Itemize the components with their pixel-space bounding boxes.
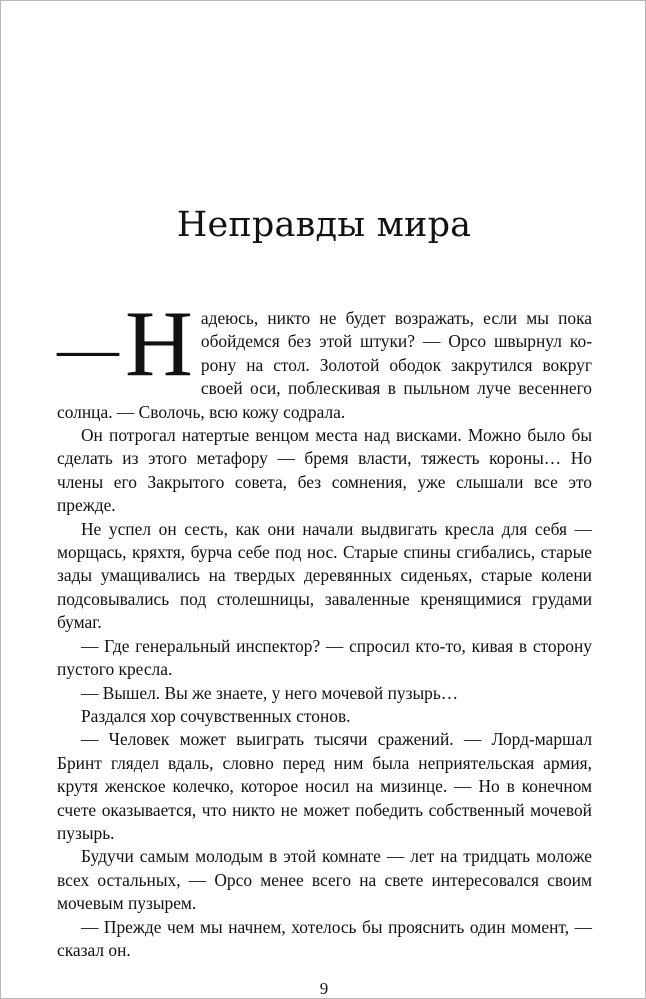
paragraph: — Прежде чем мы начнем, хотелось бы прояснить один момент, — сказал он. bbox=[57, 916, 592, 960]
drop-cap bbox=[57, 292, 193, 396]
chapter-title: Неправды мира bbox=[176, 205, 472, 245]
chapter-body bbox=[57, 292, 592, 962]
drop-cap-letter: Н bbox=[125, 292, 193, 396]
opening-paragraph bbox=[57, 292, 592, 424]
paragraph: Будучи самым молодым в этой комнате — лет на тридцать моложе всех остальных, — Орсо менее всего на свете интересовался своим мочевым пузырем. bbox=[57, 846, 592, 914]
paragraph: Он потрогал натертые венцом места над висками. Можно было бы сделать из этого метафору — бремя власти, тяжесть короны… Но члены его Закрытого совета, без сомнения, уже слышали все это прежде. bbox=[57, 425, 592, 516]
opening-paragraph-text: адеюсь, никто не будет возражать, если мы пока обойдемся без этой штуки? — Орсо швырнул корону на стол. Золотой ободок закрутился вокруг своей оси, поблескивая в пыльном луче весеннего солнца. — Сволочь, всю кожу содрала. bbox=[57, 308, 592, 422]
drop-cap-dash: — bbox=[57, 315, 119, 383]
paragraph: — Где генеральный инспектор? — спросил кто-то, кивая в сторону пустого кресла. bbox=[57, 635, 592, 680]
page-number: 9 bbox=[319, 979, 329, 998]
paragraph: Не успел он сесть, как они начали выдвигать кресла для себя — морщась, кряхтя, бурча себе под нос. Старые спины сгибались, старые зады умащивались на твердых деревянных сиденьях, старые колени подсовывались под столешницы, заваленные кренящимися грудами бумаг. bbox=[57, 518, 592, 633]
paragraph: — Вышел. Вы же знаете, у него мочевой пузырь… bbox=[81, 682, 459, 703]
paragraph: Раздался хор сочувственных стонов. bbox=[81, 705, 351, 726]
paragraph: — Человек может выиграть тысячи сражений. — Лорд-маршал Бринт глядел вдаль, словно перед ним была неприятельская армия, крутя женское колечко, которое носил на мизинце. — Но в конечном счете оказывается, что никто не может победить собственный мочевой пузырь. bbox=[57, 729, 592, 843]
